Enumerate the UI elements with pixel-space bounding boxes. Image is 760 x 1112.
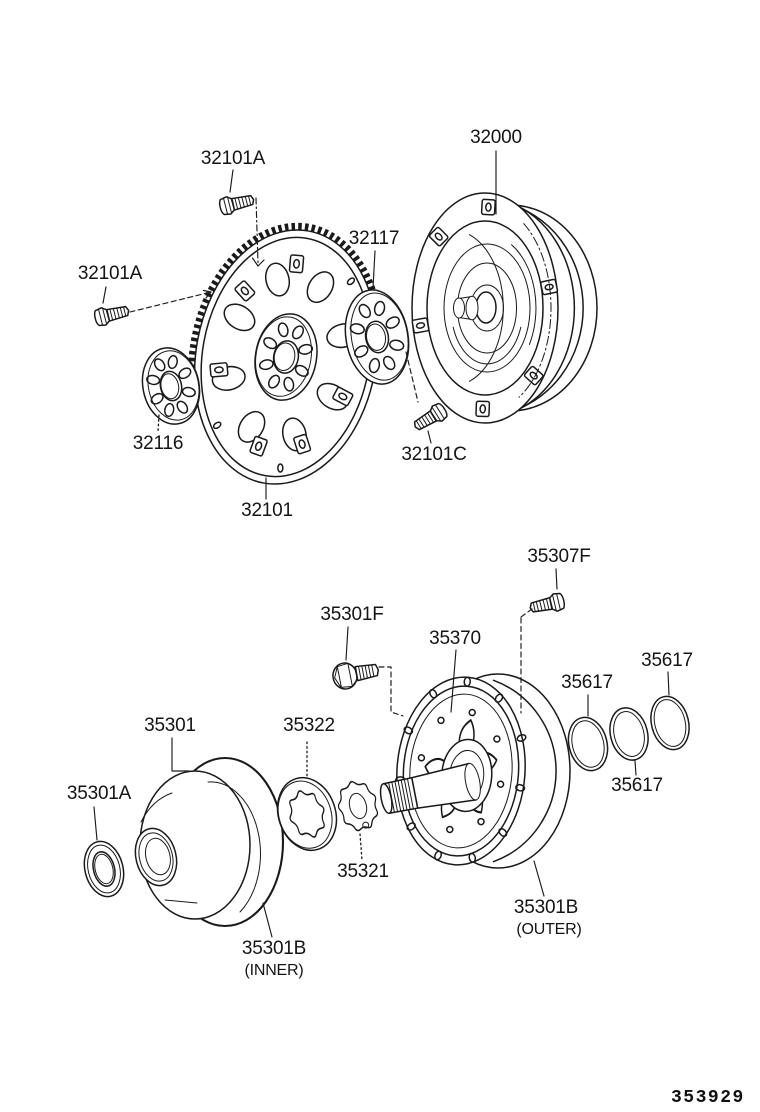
bolt-32101a-left xyxy=(93,302,130,327)
figure-number: 353929 xyxy=(671,1088,745,1108)
part-label-32101a-left: 32101A xyxy=(77,263,143,284)
part-label-32101: 32101 xyxy=(241,500,293,521)
part-label-35322: 35322 xyxy=(283,715,335,736)
part-label-35370: 35370 xyxy=(429,628,481,649)
part-label-outer-note: (OUTER) xyxy=(516,921,582,938)
part-label-inner-note: (INNER) xyxy=(244,962,304,979)
pump-drum-drawing xyxy=(130,758,283,926)
part-label-35301: 35301 xyxy=(144,715,196,736)
drive-gear-drawing xyxy=(333,777,383,834)
part-label-35617-right: 35617 xyxy=(641,650,693,671)
bolt-32101c xyxy=(411,402,450,435)
part-label-35617-middle: 35617 xyxy=(611,775,663,796)
bolt-35307f xyxy=(528,592,565,617)
part-label-35617-left: 35617 xyxy=(561,672,613,693)
part-label-32117: 32117 xyxy=(348,228,400,249)
bolt-32101a-top xyxy=(218,191,255,216)
part-label-35301b-outer: 35301B xyxy=(513,897,579,918)
part-label-35301b-inner: 35301B xyxy=(241,938,307,959)
part-label-32000: 32000 xyxy=(470,127,522,148)
part-label-35321: 35321 xyxy=(337,861,389,882)
oil-seal-drawing xyxy=(79,837,129,901)
torque-converter-drawing xyxy=(412,193,597,423)
part-label-35307f: 35307F xyxy=(527,546,591,567)
oil-pump-body-drawing xyxy=(378,673,570,870)
part-label-32116: 32116 xyxy=(132,433,184,454)
part-label-32101c: 32101C xyxy=(401,444,467,465)
part-label-35301a: 35301A xyxy=(66,783,132,804)
part-label-32101a-top: 32101A xyxy=(200,148,266,169)
part-label-35301f: 35301F xyxy=(320,604,384,625)
bolt-35301f xyxy=(331,657,381,691)
oring-drawings xyxy=(563,692,694,774)
